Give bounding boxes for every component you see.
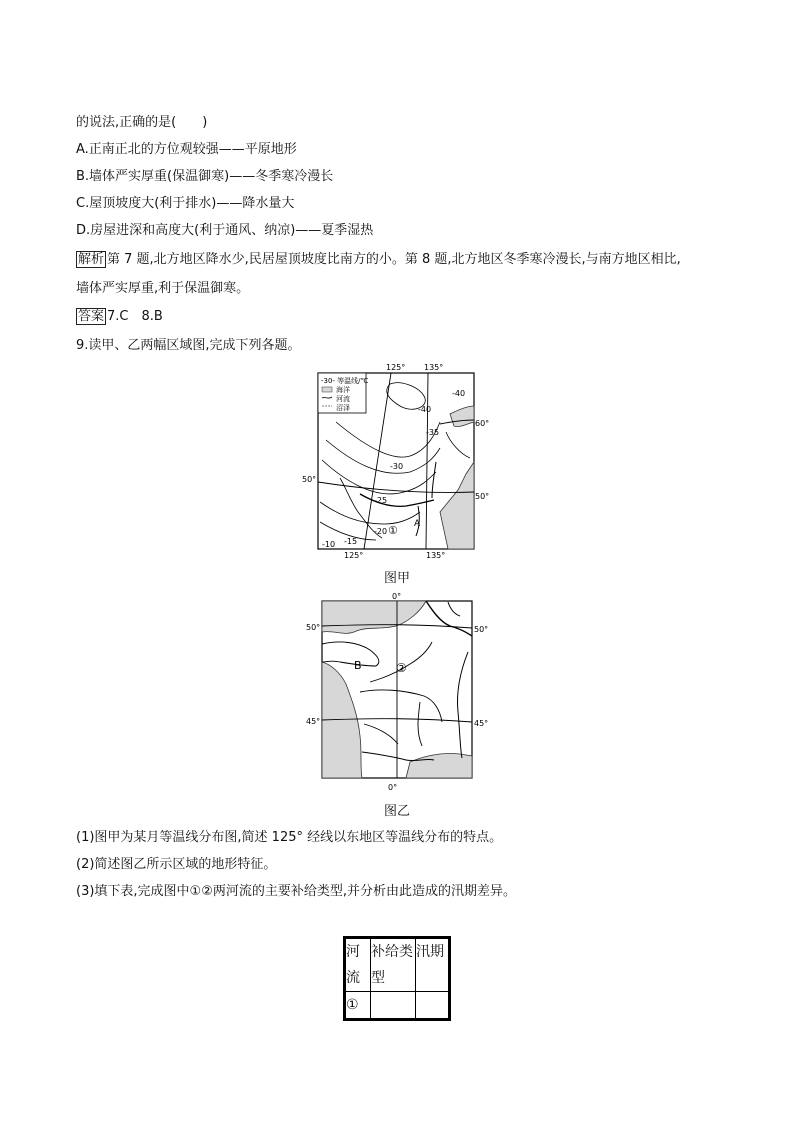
table-header-flood-season: 汛期: [416, 938, 450, 992]
fig-b-lat-left-50: 50°: [306, 623, 321, 632]
analysis-tag: 解析: [78, 252, 105, 267]
legend-sea: 海洋: [336, 386, 350, 394]
analysis-line-2: 墙体严实厚重,利于保温御寒。: [76, 281, 250, 296]
option-b: B.墙体严实厚重(保温御寒)——冬季寒冷漫长: [76, 169, 334, 184]
answer-text: 7.C 8.B: [107, 309, 163, 324]
table-cell-supply-type: [371, 992, 416, 1020]
fig-a-bottom-lon-135: 135°: [426, 551, 446, 560]
analysis-line-1: [76, 251, 681, 269]
fig-b-lat-right-50: 50°: [474, 625, 489, 634]
answer-line: [76, 308, 163, 326]
fig-b-top-lon: 0°: [392, 592, 402, 601]
option-d: D.房屋进深和高度大(利于通风、纳凉)——夏季湿热: [76, 223, 374, 238]
table-header-supply-type: 补给类型: [371, 938, 416, 992]
isotherm-label: -40: [418, 405, 432, 414]
figure-a-caption: 图甲: [383, 571, 410, 586]
fig-b-bottom-lon: 0°: [388, 783, 398, 792]
fig-a-lat-right-50: 50°: [475, 492, 490, 501]
point-a-marker: A: [414, 519, 421, 529]
fig-a-lat-left-50: 50°: [302, 475, 317, 484]
fig-b-lat-right-45: 45°: [474, 719, 489, 728]
isotherm-label: -15: [344, 537, 358, 546]
q9-sub3: (3)填下表,完成图中①②两河流的主要补给类型,并分析由此造成的汛期差异。: [76, 884, 516, 899]
point-b-marker: B: [354, 659, 362, 672]
isotherm-label: -40: [452, 389, 466, 398]
isotherm-label: -25: [374, 496, 388, 505]
river-marker-1: ①: [388, 524, 398, 537]
fig-b-lat-left-45: 45°: [306, 717, 321, 726]
fig-a-lat-right-60: 60°: [475, 419, 490, 428]
legend-isotherm: -30- 等温线/℃: [321, 377, 369, 385]
figure-b-caption: 图乙: [383, 804, 410, 819]
answer-tag: 答案: [78, 309, 105, 324]
q9-stem: 9.读甲、乙两幅区域图,完成下列各题。: [76, 338, 301, 353]
figure-a-map: [300, 362, 490, 560]
legend-river: 河流: [336, 395, 350, 403]
isotherm-label: -30: [390, 462, 404, 471]
fig-a-top-lon-125: 125°: [386, 363, 406, 372]
isotherm-label: -35: [426, 428, 440, 437]
table-cell-flood-season: [416, 992, 450, 1020]
table-cell-river: ①: [345, 992, 371, 1020]
supply-type-table: [343, 936, 451, 1021]
table-header-river: 河流: [345, 938, 371, 992]
isotherm-label: -20: [374, 527, 388, 536]
q9-sub2: (2)简述图乙所示区域的地形特征。: [76, 857, 277, 872]
river-marker-2: ②: [396, 661, 407, 675]
analysis-text-1: 第 7 题,北方地区降水少,民居屋顶坡度比南方的小。第 8 题,北方地区冬季寒冷漫长,与南方地区相比,: [107, 252, 681, 267]
isotherm-label: -10: [322, 540, 336, 549]
table-row: [345, 992, 450, 1020]
fig-a-top-lon-135: 135°: [424, 363, 444, 372]
figure-b-map: [300, 592, 494, 792]
q9-sub1: (1)图甲为某月等温线分布图,简述 125° 经线以东地区等温线分布的特点。: [76, 830, 503, 845]
option-a: A.正南正北的方位观较强——平原地形: [76, 142, 297, 157]
question-stem-tail: 的说法,正确的是( ): [76, 115, 208, 130]
fig-a-bottom-lon-125: 125°: [344, 551, 364, 560]
table-header-row: [345, 938, 450, 992]
option-c: C.屋顶坡度大(利于排水)——降水量大: [76, 196, 295, 211]
legend-swamp: 沼泽: [336, 404, 350, 412]
